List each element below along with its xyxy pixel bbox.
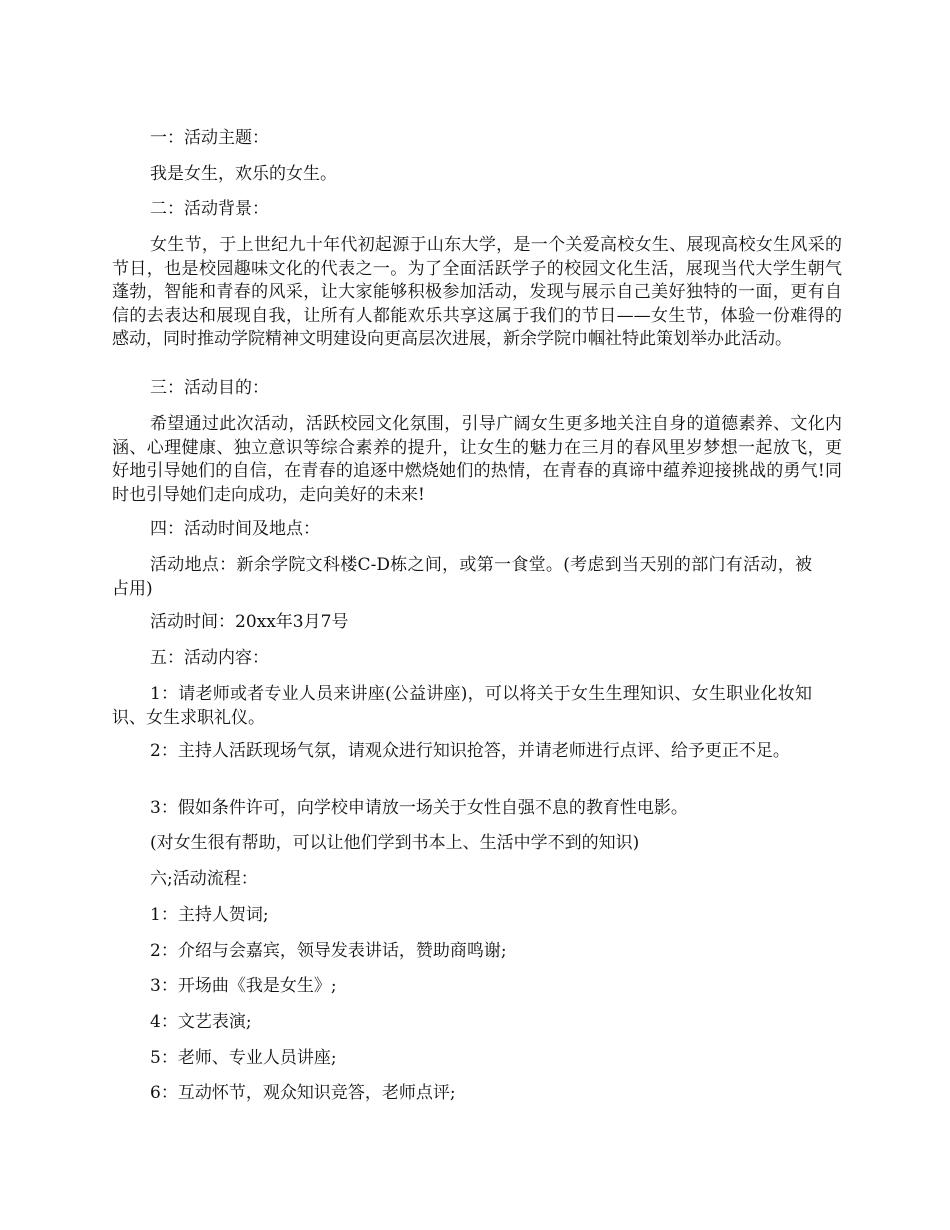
section-heading-theme: 一：活动主题： (150, 128, 269, 148)
content-note: (对女生很有帮助，可以让他们学到书本上、生活中学不到的知识) (150, 833, 640, 853)
theme-text: 我是女生，欢乐的女生。 (150, 164, 337, 184)
process-step-4: 4：文艺表演; (150, 1012, 252, 1032)
section-heading-purpose: 三：活动目的： (150, 378, 269, 398)
content-item-3: 3：假如条件许可，向学校申请放一场关于女性自强不息的教育性电影。 (150, 798, 688, 818)
section-heading-background: 二：活动背景： (150, 199, 269, 219)
process-step-5: 5：老师、专业人员讲座; (150, 1048, 337, 1068)
process-step-1: 1：主持人贺词; (150, 905, 269, 925)
section-heading-content: 五：活动内容： (150, 648, 269, 668)
process-step-6: 6：互动怀节，观众知识竞答，老师点评; (150, 1083, 456, 1103)
process-step-3: 3：开场曲《我是女生》; (150, 976, 337, 996)
location-text: 活动地点：新余学院文科楼C-D栋之间，或第一食堂。(考虑到当天别的部门有活动，被占用) (112, 555, 812, 599)
section-heading-process: 六;活动流程： (150, 869, 258, 889)
document-page (112, 0, 842, 1230)
section-heading-time-place: 四：活动时间及地点： (150, 519, 320, 539)
background-paragraph: 女生节，于上世纪九十年代初起源于山东大学，是一个关爱高校女生、展现高校女生风采的节日，也是校园趣味文化的代表之一。为了全面活跃学子的校园文化生活，展现当代大学生朝气蓬勃，智能和青春的风采，让大家能够积极参加活动，发现与展示自己美好独特的一面，更有自信的去表达和展现自我，让所有人都能欢乐共享这属于我们的节日——女生节，体验一份难得的感动，同时推动学院精神文明建设向更高层次进展，新余学院巾帼社特此策划举办此活动。 (112, 235, 842, 349)
content-item-1: 1：请老师或者专业人员来讲座(公益讲座)，可以将关于女生生理知识、女生职业化妆知识、女生求职礼仪。 (112, 684, 812, 728)
purpose-paragraph: 希望通过此次活动，活跃校园文化氛围，引导广阔女生更多地关注自身的道德素养、文化内涵、心理健康、独立意识等综合素养的提升，让女生的魅力在三月的春风里岁梦想一起放飞，更好地引导她们的自信，在青春的追逐中燃烧她们的热情，在青春的真谛中蕴养迎接挑战的勇气!同时也引导她们走向成功，走向美好的未来! (112, 414, 842, 505)
time-text: 活动时间：20xx年3月7号 (150, 612, 349, 632)
process-step-2: 2：介绍与会嘉宾，领导发表讲话，赞助商鸣谢; (150, 941, 507, 961)
content-item-2: 2：主持人活跃现场气氛，请观众进行知识抢答，并请老师进行点评、给予更正不足。 (150, 741, 790, 761)
